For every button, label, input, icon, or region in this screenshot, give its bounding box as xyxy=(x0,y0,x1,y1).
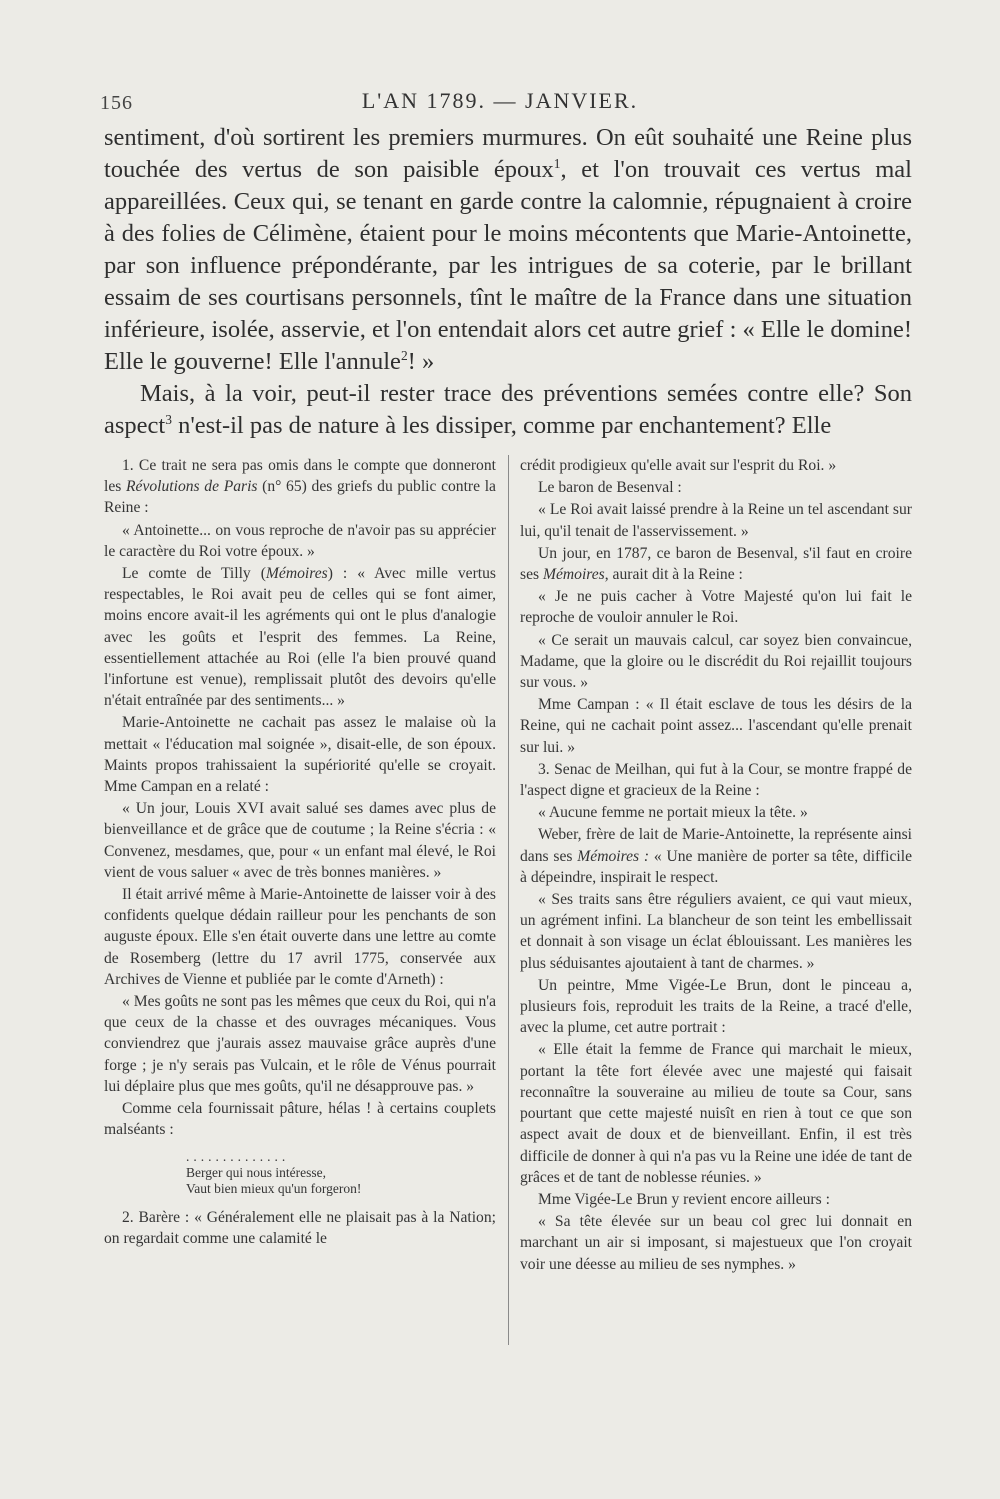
note-malaise: Marie-Antoinette ne cachait pas assez le malaise où la mettait « l'éducation mal soignée », disait-elle, de son époux. Maints propos trahissaient la supériorité qu'elle se croyait. Mme Campan en a relaté : xyxy=(104,714,496,796)
verse-line: Vaut bien mieux qu'un forgeron! xyxy=(186,1180,362,1196)
text-run: n'est-il pas de nature à les dissiper, comme par enchantement? Elle xyxy=(171,412,832,439)
note-calcul: « Ce serait un mauvais calcul, car soyez bien convaincue, Madame, que la gloire ou le discrédit du Roi rejaillit toujours sur vous. » xyxy=(520,631,912,692)
note-cacher: « Je ne puis cacher à Votre Majesté qu'on lui fait le reproche de vouloir annuler le Roi. xyxy=(520,588,912,627)
footnotes xyxy=(104,455,912,1355)
text-run: , et l'on trouvait ces vertus mal appareillées. Ceux qui, se tenant en garde contre la calomnie, répugnaient à croire à des folies de Célimène, étaient pour le moins mécontents que Marie-Antoinette, par son influence prépondérante, par les intrigues de sa coterie, par le brillant essaim de ses courtisans personnels, tînt le maître de la France dans une situation inférieure, isolée, asservie, et l'on entendait alors cet autre grief : « Elle le domine! Elle le gouverne! Elle l'annule xyxy=(104,156,912,375)
text-run: ) : « Avec mille vertus respectables, le Roi avait peu de celles qui se font aimer, moins encore avait-il les agréments qui ont le plus d'analogie avec les goûts et l'esprit des femmes. La Reine, essentiellement attachée au Roi (elle l'a bien prouvé quand l'infortune est venue), remplissait plutôt des devoirs qu'elle n'était entraînée par des sentiments... » xyxy=(104,565,496,710)
publication-title: Révolutions de Paris xyxy=(126,478,258,496)
footnote-ref: 3 xyxy=(165,411,172,427)
note-tete: « Sa tête élevée sur un beau col grec lui donnait en marchant un air si imposant, si majestueux que l'on croyait voir une déesse au milieu de ses nymphes. » xyxy=(520,1213,912,1273)
note-quote: « Antoinette... on vous reproche de n'avoir pas su apprécier le caractère du Roi votre époux. » xyxy=(104,521,496,560)
note-2: 2. Barère : « Généralement elle ne plaisait pas à la Nation; on regardait comme une calamité le xyxy=(104,1208,496,1247)
note-weber xyxy=(520,824,912,888)
main-text xyxy=(104,122,912,442)
text-run: Le comte de Tilly ( xyxy=(122,565,266,583)
publication-title: Mémoires : xyxy=(577,847,650,865)
text-run: Mais, à la voir, peut-il rester trace des préventions semées contre elle? Son aspect xyxy=(104,380,912,439)
note-3: 3. Senac de Meilhan, qui fut à la Cour, se montre frappé de l'aspect digne et gracieux de la Reine : xyxy=(520,760,912,800)
publication-title: Mémoires xyxy=(265,565,328,583)
note-gouts: « Mes goûts ne sont pas les mêmes que ceux du Roi, qui n'a que ceux de la chasse et des ouvrages mécaniques. Vous conviendrez que j'aurais assez mauvaise grâce auprès d'une forge ; je n'y serais pas Vulcain, et le rôle de Vénus pourrait lui déplaire plus que mes goûts, qu'il ne désapprouve pas. » xyxy=(104,993,496,1095)
main-paragraph-2 xyxy=(104,378,912,442)
footnote-ref: 2 xyxy=(400,347,408,363)
note-traits: « Ses traits sans être réguliers avaient, ce qui vaut mieux, un agrément infini. La blancheur de son teint les embellissait et donnait à son visage un éclat éblouissant. Les manières les plus séduisantes ajoutaient à tant de charmes. » xyxy=(520,891,912,972)
text-run: « Une manière de porter sa tête, difficile à dépeindre, inspirait le respect. xyxy=(520,847,912,886)
text-run: Weber, frère de lait de Marie-Antoinette, la représente ainsi dans ses xyxy=(520,826,912,865)
note-baron-quote: « Le Roi avait laissé prendre à la Reine un tel ascendant sur lui, qu'il tenait de l'asservissement. » xyxy=(520,501,912,540)
text-run: Un jour, en 1787, ce baron de Besenval, s'il faut en croire ses xyxy=(520,544,912,584)
note-jour xyxy=(520,543,912,585)
text-run: , aurait dit à la Reine : xyxy=(604,566,743,584)
verse-line: Berger qui nous intéresse, xyxy=(186,1164,326,1180)
column-divider xyxy=(508,455,509,1345)
note-revient: Mme Vigée-Le Brun y revient encore ailleurs : xyxy=(538,1190,830,1208)
text-run: (n° 65) des griefs du public contre la Reine : xyxy=(104,478,496,517)
note-credit: crédit prodigieux qu'elle avait sur l'esprit du Roi. » xyxy=(520,457,837,474)
note-campan: Mme Campan : « Il était esclave de tous les désirs de la Reine, qui ne cachait point assez... l'ascendant qu'elle prenait sur lui. » xyxy=(520,696,912,756)
note-louis: « Un jour, Louis XVI avait salué ses dames avec plus de bienveillance et de grâce que de coutume ; la Reine s'écria : « Convenez, mesdames, que, pour « un enfant mal élevé, le Roi vient de vous saluer « avec de très bonnes manières. » xyxy=(104,800,496,881)
note-tilly xyxy=(104,563,496,711)
footnotes-left-column xyxy=(104,455,496,1355)
footnote-ref: 1 xyxy=(553,155,561,171)
verse-ellipsis: .............. xyxy=(186,1148,290,1164)
text-run: ! » xyxy=(407,348,435,375)
main-paragraph-1 xyxy=(104,122,912,378)
footnotes-right-column xyxy=(520,455,912,1355)
verse xyxy=(104,1149,496,1197)
note-aucune: « Aucune femme ne portait mieux la tête. » xyxy=(538,804,808,822)
text-run: 1. Ce trait ne sera pas omis dans le compte que donneront les xyxy=(104,457,496,496)
note-comme: Comme cela fournissait pâture, hélas ! à certains couplets malséants : xyxy=(104,1100,496,1139)
note-femme: « Elle était la femme de France qui marchait le mieux, portant la tête fort élevée avec une majesté qui faisait reconnaître la souveraine au milieu de toute sa Cour, sans pourtant que cette majesté nuisît en rien à tout ce que son aspect avait de doux et de bienveillant. Enfin, il est très difficile de donner à qui n'a pas vu la Reine une idée de tant de grâces et de tant de noblesse réunies. » xyxy=(520,1041,912,1186)
running-head: L'AN 1789. — JANVIER. xyxy=(361,88,639,113)
note-arrive: Il était arrivé même à Marie-Antoinette de laisser voir à des confidents quelque dédain railleur pour les penchants de son auguste époux. Elle s'en était ouverte dans une lettre au comte de Rosemberg (lettre du 17 avril 1775, conservée aux Archives de Vienne et publiée par le comte d'Arneth) : xyxy=(104,886,496,988)
publication-title: Mémoires xyxy=(542,566,605,584)
text-run: sentiment, d'où sortirent les premiers murmures. On eût souhaité une Reine plus touchée des vertus de son paisible époux xyxy=(104,124,912,183)
note-baron: Le baron de Besenval : xyxy=(538,479,682,497)
note-1 xyxy=(104,455,496,519)
note-peintre: Un peintre, Mme Vigée-Le Brun, dont le pinceau a, plusieurs fois, reproduit les traits de la Reine, a tracé d'elle, avec la plume, cet autre portrait : xyxy=(520,976,912,1037)
page-number: 156 xyxy=(100,92,133,114)
